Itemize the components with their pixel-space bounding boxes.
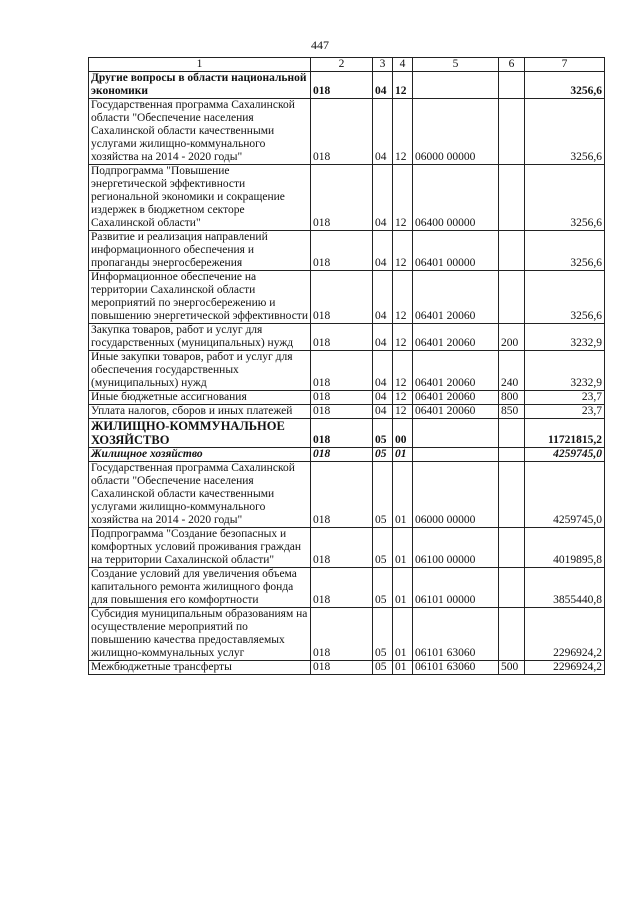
row-amount-cell: 4259745,0 [525, 462, 605, 528]
row-amount-cell: 3232,9 [525, 351, 605, 391]
table-row [89, 462, 605, 528]
table-row [89, 661, 605, 675]
row-target-cell: 06400 00000 [413, 165, 499, 231]
row-target-cell: 06401 20060 [413, 351, 499, 391]
row-expense-cell: 240 [499, 351, 525, 391]
row-name-cell: Иные закупки товаров, работ и услуг для обеспечения государственных (муниципальных) нужд [89, 351, 311, 391]
row-subsection-cell: 12 [393, 72, 413, 99]
row-expense-cell [499, 231, 525, 271]
row-name-cell: Создание условий для увеличения объема капитального ремонта жилищного фонда для повышения его комфортности [89, 568, 311, 608]
table-row [89, 231, 605, 271]
table-header-row [89, 58, 605, 72]
row-expense-cell: 200 [499, 324, 525, 351]
table-row [89, 528, 605, 568]
row-expense-cell [499, 568, 525, 608]
row-name-cell: ЖИЛИЩНО-КОММУНАЛЬНОЕ ХОЗЯЙСТВО [89, 419, 311, 448]
row-amount-cell: 3256,6 [525, 231, 605, 271]
row-subsection-cell: 12 [393, 231, 413, 271]
row-name-cell: Уплата налогов, сборов и иных платежей [89, 405, 311, 419]
row-target-cell [413, 419, 499, 448]
row-target-cell: 06000 00000 [413, 462, 499, 528]
row-expense-cell [499, 165, 525, 231]
row-target-cell: 06101 63060 [413, 608, 499, 661]
row-expense-cell: 850 [499, 405, 525, 419]
row-subsection-cell: 12 [393, 351, 413, 391]
row-subsection-cell: 12 [393, 324, 413, 351]
row-code-cell: 018 [311, 324, 373, 351]
row-subsection-cell: 12 [393, 391, 413, 405]
column-header: 2 [311, 58, 373, 72]
row-target-cell: 06100 00000 [413, 528, 499, 568]
row-subsection-cell: 12 [393, 165, 413, 231]
table-row [89, 405, 605, 419]
row-section-cell: 04 [373, 165, 393, 231]
row-section-cell: 04 [373, 324, 393, 351]
row-target-cell: 06401 20060 [413, 271, 499, 324]
row-subsection-cell: 01 [393, 528, 413, 568]
table-row [89, 165, 605, 231]
column-header: 3 [373, 58, 393, 72]
row-code-cell: 018 [311, 231, 373, 271]
row-name-cell: Межбюджетные трансферты [89, 661, 311, 675]
row-amount-cell: 3256,6 [525, 72, 605, 99]
row-code-cell: 018 [311, 391, 373, 405]
row-name-cell: Информационное обеспечение на территории Сахалинской области мероприятий по энергосбережению и повышению энергетической эффективности [89, 271, 311, 324]
table-row [89, 72, 605, 99]
row-target-cell: 06101 00000 [413, 568, 499, 608]
row-name-cell: Государственная программа Сахалинской области "Обеспечение населения Сахалинской области качественными услугами жилищно-коммунального хозяйства на 2014 - 2020 годы" [89, 99, 311, 165]
page-number: 447 [311, 38, 329, 52]
row-expense-cell [499, 462, 525, 528]
table-row [89, 608, 605, 661]
table-row [89, 99, 605, 165]
row-section-cell: 05 [373, 462, 393, 528]
row-code-cell: 018 [311, 99, 373, 165]
row-section-cell: 05 [373, 661, 393, 675]
row-code-cell: 018 [311, 405, 373, 419]
row-expense-cell [499, 448, 525, 462]
row-code-cell: 018 [311, 419, 373, 448]
row-section-cell: 05 [373, 419, 393, 448]
row-section-cell: 05 [373, 608, 393, 661]
row-code-cell: 018 [311, 165, 373, 231]
row-expense-cell [499, 528, 525, 568]
row-expense-cell: 800 [499, 391, 525, 405]
row-amount-cell: 4019895,8 [525, 528, 605, 568]
table-row [89, 391, 605, 405]
row-section-cell: 04 [373, 351, 393, 391]
row-section-cell: 04 [373, 99, 393, 165]
row-name-cell: Другие вопросы в области национальной экономики [89, 72, 311, 99]
row-target-cell: 06101 63060 [413, 661, 499, 675]
row-amount-cell: 11721815,2 [525, 419, 605, 448]
row-target-cell: 06000 00000 [413, 99, 499, 165]
row-name-cell: Иные бюджетные ассигнования [89, 391, 311, 405]
row-expense-cell [499, 271, 525, 324]
row-amount-cell: 3256,6 [525, 271, 605, 324]
row-code-cell: 018 [311, 448, 373, 462]
row-target-cell: 06401 20060 [413, 391, 499, 405]
row-subsection-cell: 12 [393, 271, 413, 324]
row-amount-cell: 23,7 [525, 391, 605, 405]
row-name-cell: Субсидия муниципальным образованиям на осуществление мероприятий по повышению качества предоставляемых жилищно-коммунальных услуг [89, 608, 311, 661]
row-code-cell: 018 [311, 462, 373, 528]
row-target-cell: 06401 20060 [413, 405, 499, 419]
row-subsection-cell: 01 [393, 661, 413, 675]
row-name-cell: Развитие и реализация направлений информационного обеспечения и пропаганды энергосбережения [89, 231, 311, 271]
row-section-cell: 04 [373, 391, 393, 405]
row-amount-cell: 23,7 [525, 405, 605, 419]
row-name-cell: Закупка товаров, работ и услуг для государственных (муниципальных) нужд [89, 324, 311, 351]
row-amount-cell: 3256,6 [525, 99, 605, 165]
row-section-cell: 04 [373, 72, 393, 99]
row-section-cell: 05 [373, 448, 393, 462]
budget-table [88, 57, 605, 675]
row-amount-cell: 3256,6 [525, 165, 605, 231]
row-subsection-cell: 00 [393, 419, 413, 448]
row-name-cell: Жилищное хозяйство [89, 448, 311, 462]
row-expense-cell [499, 72, 525, 99]
row-name-cell: Подпрограмма "Повышение энергетической эффективности региональной экономики и сокращение издержек в бюджетном секторе Сахалинской области" [89, 165, 311, 231]
row-subsection-cell: 01 [393, 608, 413, 661]
row-code-cell: 018 [311, 568, 373, 608]
row-subsection-cell: 01 [393, 568, 413, 608]
row-target-cell: 06401 20060 [413, 324, 499, 351]
row-expense-cell [499, 608, 525, 661]
row-section-cell: 04 [373, 231, 393, 271]
table-row [89, 568, 605, 608]
row-code-cell: 018 [311, 72, 373, 99]
row-target-cell [413, 72, 499, 99]
row-section-cell: 05 [373, 528, 393, 568]
row-amount-cell: 3855440,8 [525, 568, 605, 608]
table-row [89, 448, 605, 462]
column-header: 7 [525, 58, 605, 72]
column-header: 4 [393, 58, 413, 72]
row-section-cell: 04 [373, 405, 393, 419]
row-amount-cell: 2296924,2 [525, 608, 605, 661]
row-section-cell: 04 [373, 271, 393, 324]
row-amount-cell: 2296924,2 [525, 661, 605, 675]
row-name-cell: Государственная программа Сахалинской области "Обеспечение населения Сахалинской области качественными услугами жилищно-коммунального хозяйства на 2014 - 2020 годы" [89, 462, 311, 528]
column-header: 5 [413, 58, 499, 72]
row-expense-cell [499, 419, 525, 448]
table-row [89, 351, 605, 391]
row-code-cell: 018 [311, 661, 373, 675]
row-expense-cell: 500 [499, 661, 525, 675]
row-subsection-cell: 12 [393, 405, 413, 419]
row-subsection-cell: 12 [393, 99, 413, 165]
row-expense-cell [499, 99, 525, 165]
table-row [89, 419, 605, 448]
row-code-cell: 018 [311, 608, 373, 661]
row-code-cell: 018 [311, 271, 373, 324]
row-target-cell [413, 448, 499, 462]
table-row [89, 324, 605, 351]
row-target-cell: 06401 00000 [413, 231, 499, 271]
row-code-cell: 018 [311, 351, 373, 391]
column-header: 6 [499, 58, 525, 72]
row-subsection-cell: 01 [393, 462, 413, 528]
row-amount-cell: 3232,9 [525, 324, 605, 351]
row-name-cell: Подпрограмма "Создание безопасных и комфортных условий проживания граждан на территории Сахалинской области" [89, 528, 311, 568]
row-section-cell: 05 [373, 568, 393, 608]
column-header: 1 [89, 58, 311, 72]
row-code-cell: 018 [311, 528, 373, 568]
table-row [89, 271, 605, 324]
row-amount-cell: 4259745,0 [525, 448, 605, 462]
row-subsection-cell: 01 [393, 448, 413, 462]
